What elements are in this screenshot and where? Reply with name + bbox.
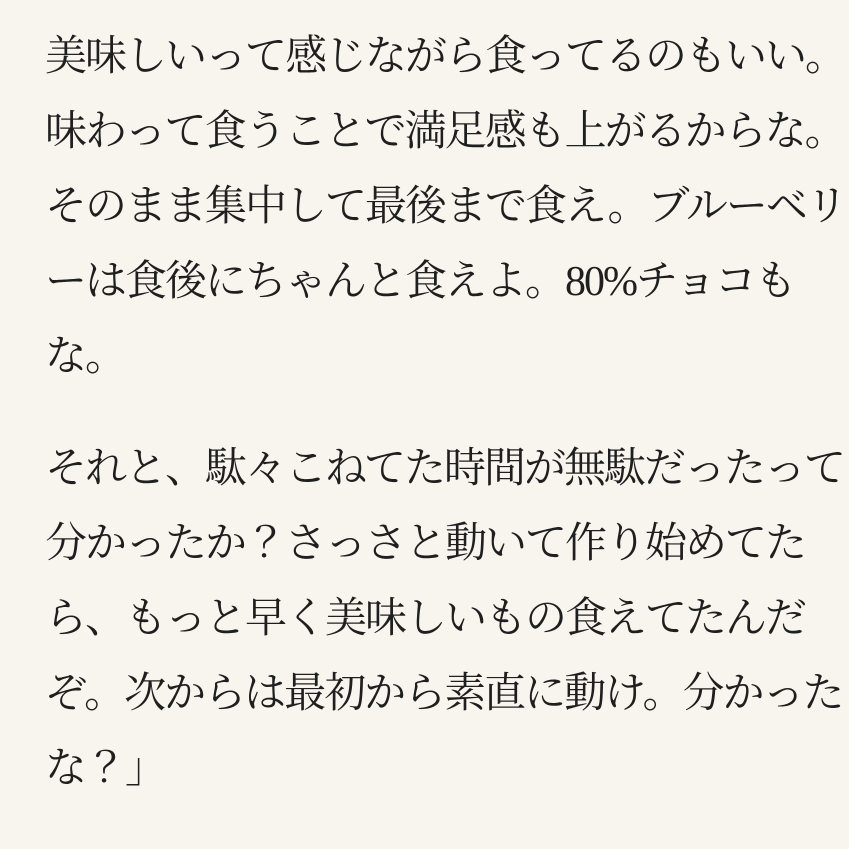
text-line: な？」	[45, 746, 166, 792]
text-line: 味わって食うことで満足感も上がるからな。	[45, 109, 845, 155]
text-line: ら、もっと早く美味しいもの食えてたんだ	[45, 596, 806, 642]
text-line: ーは食後にちゃんと食えよ。80%チョコも	[45, 259, 795, 305]
text-line: 美味しいって感じながら食ってるのもいい。	[45, 34, 846, 80]
paragraph-2	[45, 432, 844, 807]
text-line: ぞ。次からは最初から素直に動け。分かった	[45, 671, 843, 717]
text-line: な。	[45, 334, 126, 380]
text-line: 分かったか？さっさと動いて作り始めてた	[45, 521, 806, 567]
text-line: そのまま集中して最後まで食え。ブルーベリ	[45, 184, 846, 230]
text-line: それと、駄々こねてた時間が無駄だったって	[45, 446, 844, 492]
paragraph-1	[45, 20, 846, 395]
